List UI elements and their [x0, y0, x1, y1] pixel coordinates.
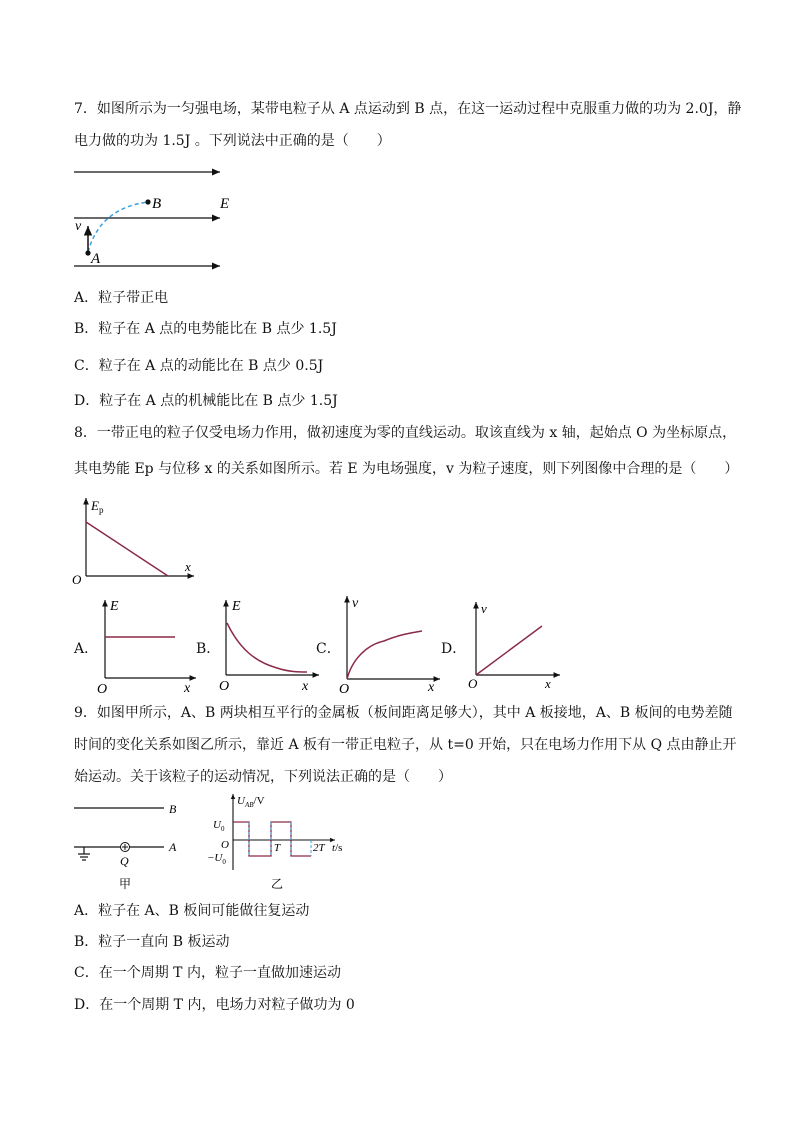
q8-choice-b-graph[interactable]	[215, 596, 325, 696]
label-B: B	[152, 196, 162, 212]
svg-text:B: B	[169, 802, 177, 816]
svg-text:2T: 2T	[313, 842, 325, 854]
q7-text-line1: 7．如图所示为一匀强电场，某带电粒子从 A 点运动到 B 点，在这一运动过程中克服重力做的功为 2.0J，静	[74, 101, 742, 117]
svg-text:O: O	[72, 572, 82, 586]
q8-choice-c-graph[interactable]	[336, 590, 446, 695]
q8-text-line2: 其电势能 Ep 与位移 x 的关系如图所示。若 E 为电场强度，v 为粒子速度，则下列图像中合理的是（ ）	[74, 461, 739, 477]
svg-text:O: O	[468, 676, 478, 691]
svg-text:O: O	[97, 682, 108, 696]
svg-text:v: v	[481, 601, 487, 616]
voltage-square-wave	[233, 822, 311, 856]
svg-text:T: T	[274, 842, 281, 854]
q7-field-figure	[70, 160, 250, 275]
q8-ep-x-graph	[70, 494, 200, 586]
svg-text:Q: Q	[120, 854, 129, 868]
svg-text:O: O	[221, 839, 229, 851]
q9-fig-yi	[205, 790, 355, 890]
svg-text:t/s: t/s	[332, 842, 343, 854]
point-A	[85, 250, 90, 255]
svg-text:E: E	[232, 599, 241, 614]
q9-text-line2: 时间的变化关系如图乙所示，靠近 A 板有一带正电粒子，从 t=0 开始，只在电场力作用下从 Q 点由静止开	[74, 737, 737, 753]
svg-text:v: v	[352, 596, 359, 611]
q9-option-b[interactable]: B．粒子一直向 B 板运动	[74, 934, 230, 950]
ep-line	[86, 522, 168, 576]
q7-option-a[interactable]: A．粒子带正电	[74, 290, 169, 306]
svg-text:UAB/V: $U_{AB}/V$	[237, 795, 265, 809]
q7-option-b[interactable]: B．粒子在 A 点的电势能比在 B 点少 1.5J	[74, 321, 337, 337]
q7-option-c[interactable]: C．粒子在 A 点的动能比在 B 点少 0.5J	[74, 358, 324, 374]
svg-text:x: x	[302, 679, 309, 694]
label-A: A	[91, 251, 101, 267]
svg-text:Ep: $E_p$	[91, 498, 104, 515]
q8-choice-a-graph[interactable]	[92, 596, 202, 696]
svg-text:乙: 乙	[271, 877, 284, 890]
q8-choice-d-label[interactable]: D．	[441, 641, 467, 657]
q8-choice-b-label[interactable]: B．	[196, 641, 221, 657]
q9-option-d[interactable]: D．在一个周期 T 内，电场力对粒子做功为 0	[74, 997, 355, 1013]
svg-text:U0: $U_0$	[213, 819, 225, 833]
svg-text:A: A	[169, 840, 177, 854]
q9-text-line1: 9．如图甲所示，A、B 两块相互平行的金属板（板间距离足够大），其中 A 板接地，A、B 板间的电势差随	[74, 705, 733, 721]
svg-text:E: E	[110, 599, 119, 614]
label-E: E	[220, 196, 230, 212]
svg-text:甲: 甲	[119, 877, 132, 890]
q9-fig-jia	[70, 798, 188, 890]
svg-text:x: x	[184, 681, 191, 696]
svg-text:O: O	[219, 679, 230, 694]
q8-choice-c-label[interactable]: C．	[316, 641, 341, 657]
q9-text-line3: 始运动。关于该粒子的运动情况，下列说法正确的是（ ）	[74, 769, 452, 785]
q8-choice-d-graph[interactable]	[466, 598, 566, 694]
label-v: v	[75, 219, 82, 234]
q8-choice-a-label[interactable]: A．	[74, 641, 99, 657]
q9-option-a[interactable]: A．粒子在 A、B 板间可能做往复运动	[74, 903, 310, 919]
q7-text-line2: 电力做的功为 1.5J 。下列说法中正确的是（ ）	[74, 133, 391, 149]
svg-text:x: x	[185, 559, 191, 574]
q7-option-d[interactable]: D．粒子在 A 点的机械能比在 B 点少 1.5J	[74, 393, 338, 409]
point-B	[145, 199, 150, 204]
svg-text:−U0: $-U_0$	[207, 852, 226, 866]
trajectory-curve	[88, 202, 148, 252]
svg-text:O: O	[339, 682, 350, 695]
q9-option-c[interactable]: C．在一个周期 T 内，粒子一直做加速运动	[74, 965, 341, 981]
svg-text:x: x	[428, 680, 435, 695]
svg-text:x: x	[545, 676, 551, 691]
q8-text-line1: 8．一带正电的粒子仅受电场力作用，做初速度为零的直线运动。取该直线为 x 轴，起始点 O 为坐标原点，	[74, 425, 737, 441]
